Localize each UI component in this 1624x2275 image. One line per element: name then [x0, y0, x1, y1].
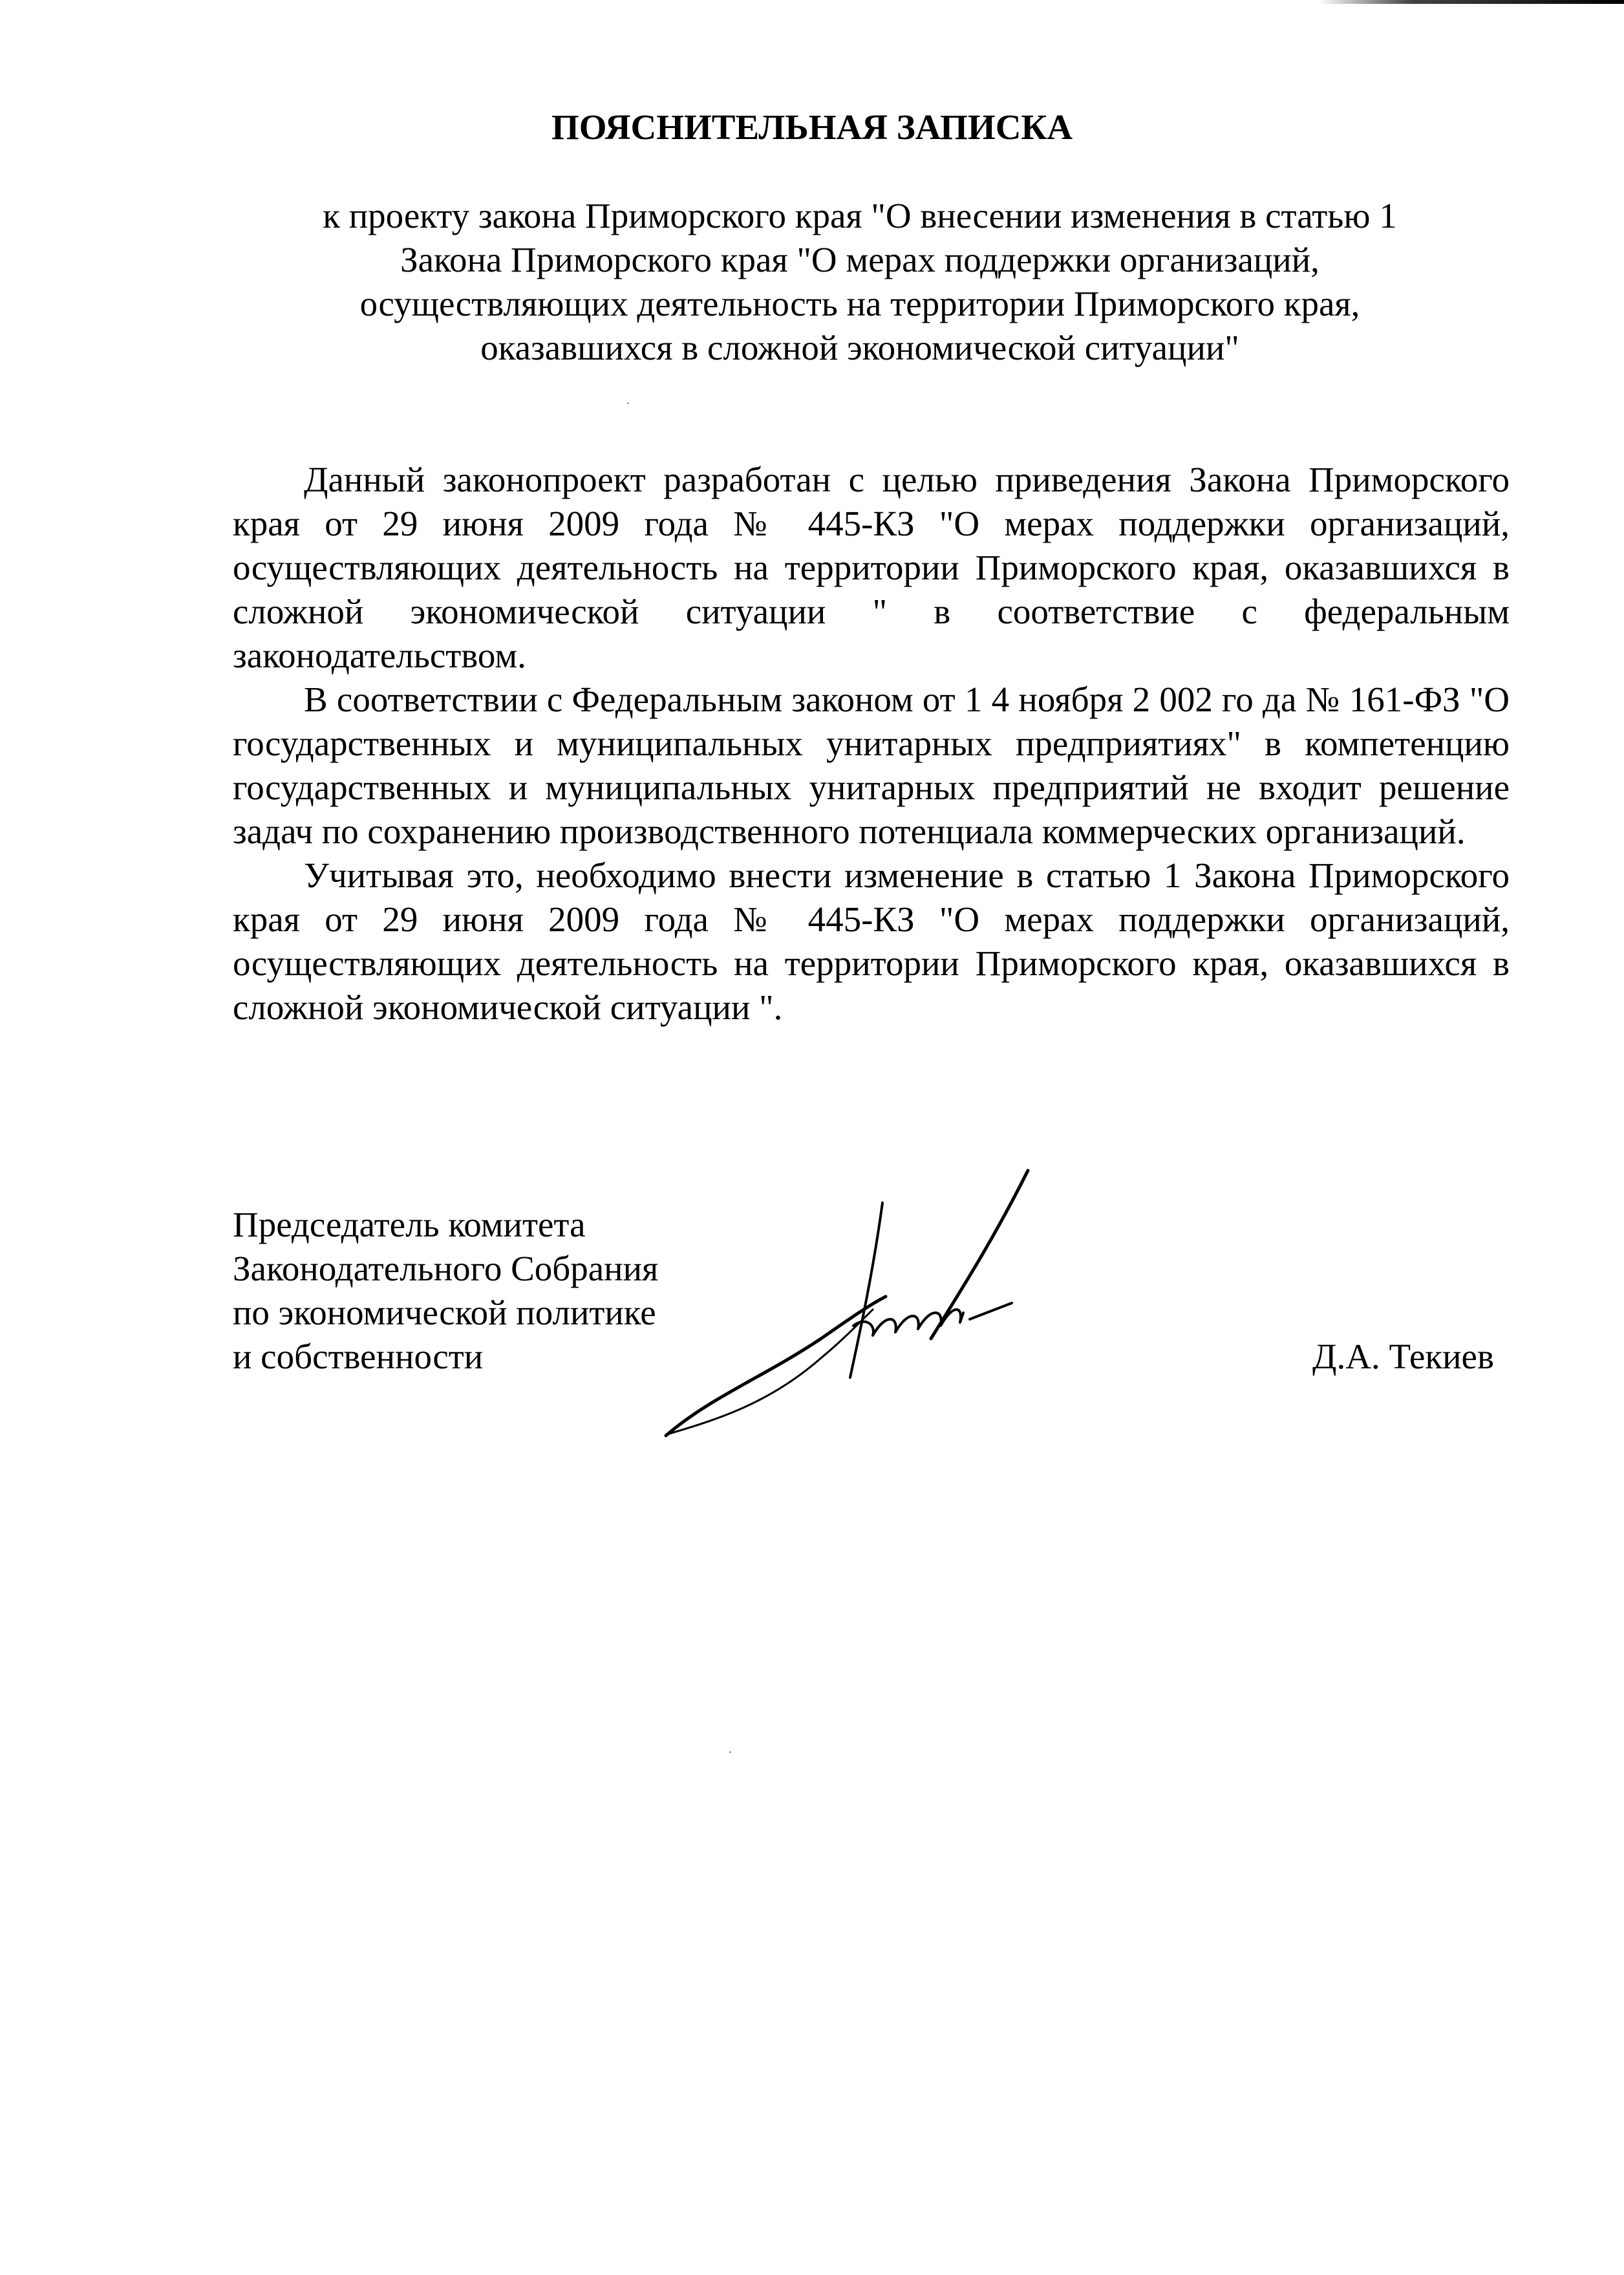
scan-speck [729, 1751, 731, 1753]
signature-stroke [667, 1310, 873, 1434]
document-title: ПОЯСНИТЕЛЬНАЯ ЗАПИСКА [551, 107, 1073, 147]
document-body [233, 458, 1510, 1030]
subtitle-line: оказавшихся в сложной экономической ситуации" [480, 328, 1239, 367]
scan-edge-mark [1319, 0, 1624, 4]
position-line: Законодательного Собрания [233, 1249, 659, 1288]
subtitle-line: к проекту закона Приморского края "О внесении изменения в статью 1 [323, 196, 1397, 235]
signatory-position [233, 1203, 658, 1379]
position-line: по экономической политике [233, 1293, 656, 1332]
signature-stroke [850, 1203, 882, 1377]
signatory-name: Д.А. Текиев [1312, 1337, 1494, 1376]
handwritten-signature [659, 1164, 1177, 1461]
scan-speck [627, 402, 629, 404]
position-line: Председатель комитета [233, 1205, 586, 1244]
paragraph-purpose: Данный законопроект разработан с целью приведения Закона Приморского края от 29 июня 2009 года № 445-КЗ "О мерах поддержки организаций, осуществляющих деятельность на территории Приморского края, оказавшихся в сложной экономической ситуации " в соответствие с федеральным законодательством. [233, 460, 1510, 675]
document-subtitle [246, 194, 1474, 370]
signature-stroke [970, 1303, 1012, 1319]
paragraph-conclusion: Учитывая это, необходимо внести изменение в статью 1 Закона Приморского края от 29 июня 2009 года № 445-КЗ "О мерах поддержки организаций, осуществляющих деятельность на территории Приморского края, оказавшихся в сложной экономической ситуации ". [233, 856, 1510, 1027]
signature-stroke [931, 1170, 1028, 1339]
subtitle-line: Закона Приморского края "О мерах поддержки организаций, [400, 240, 1320, 279]
position-line: и собственности [233, 1337, 484, 1376]
paragraph-federal-law: В соответствии с Федеральным законом от 1 4 ноября 2 002 го да № 161-ФЗ "О государственных и муниципальных унитарных предприятиях" в компетенцию государственных и муниципальных унитарных предприятий не входит решение задач по сохранению производственного потенциала коммерческих организаций. [233, 680, 1510, 851]
subtitle-line: осуществляющих деятельность на территории Приморского края, [359, 284, 1360, 323]
